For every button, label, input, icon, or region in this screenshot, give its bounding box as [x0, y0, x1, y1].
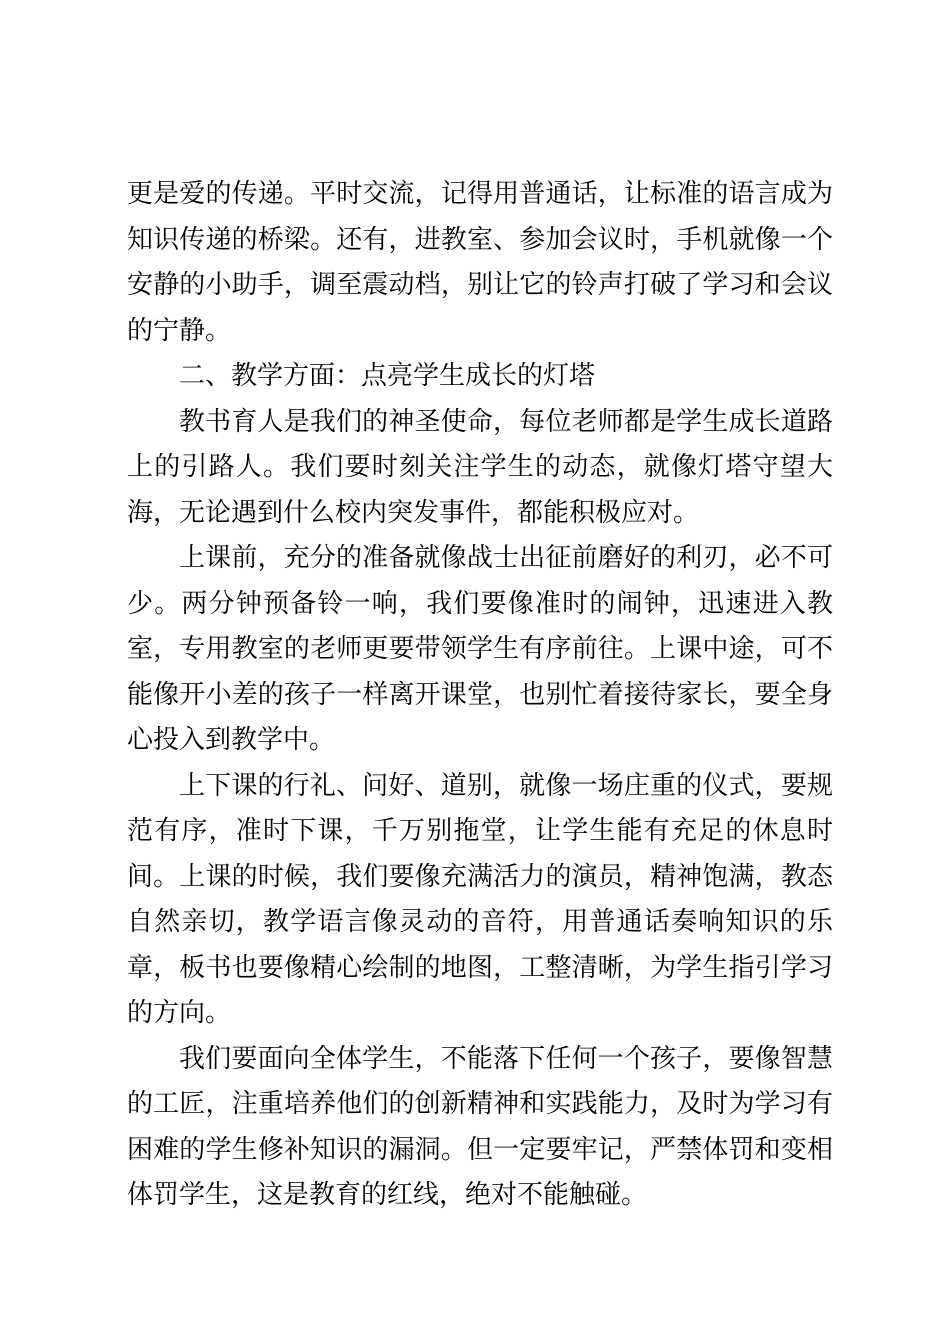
section-heading: 二、教学方面：点亮学生成长的灯塔 — [179, 361, 596, 391]
paragraph: 上下课的行礼、问好、道别，就像一场庄重的仪式，要规范有序，准时下课，千万别拖堂，让学生能有充足的休息时间。上课的时候，我们要像充满活力的演员，精神饱满，教态自然亲切，教学语言像灵动的音符，用普通话奏响知识的乐章，板书也要像精心绘制的地图，工整清晰，为学生指引学习的方向。 — [127, 770, 833, 1028]
paragraph: 上课前，充分的准备就像战士出征前磨好的利刃，必不可少。两分钟预备铃一响，我们要像准时的闹钟，迅速进入教室，专用教室的老师更要带领学生有序前往。上课中途，可不能像开小差的孩子一样离开课堂，也别忙着接待家长，要全身心投入到教学中。 — [127, 543, 833, 755]
paragraph: 我们要面向全体学生，不能落下任何一个孩子，要像智慧的工匠，注重培养他们的创新精神和实践能力，及时为学习有困难的学生修补知识的漏洞。但一定要牢记，严禁体罚和变相体罚学生，这是教育的红线，绝对不能触碰。 — [127, 1043, 833, 1210]
paragraph-continuation: 更是爱的传递。平时交流，记得用普通话，让标准的语言成为知识传递的桥梁。还有，进教室、参加会议时，手机就像一个安静的小助手，调至震动档，别让它的铃声打破了学习和会议的宁静。 — [127, 179, 833, 346]
paragraph: 教书育人是我们的神圣使命，每位老师都是学生成长道路上的引路人。我们要时刻关注学生的动态，就像灯塔守望大海，无论遇到什么校内突发事件，都能积极应对。 — [127, 406, 833, 528]
document-page — [127, 172, 833, 1219]
